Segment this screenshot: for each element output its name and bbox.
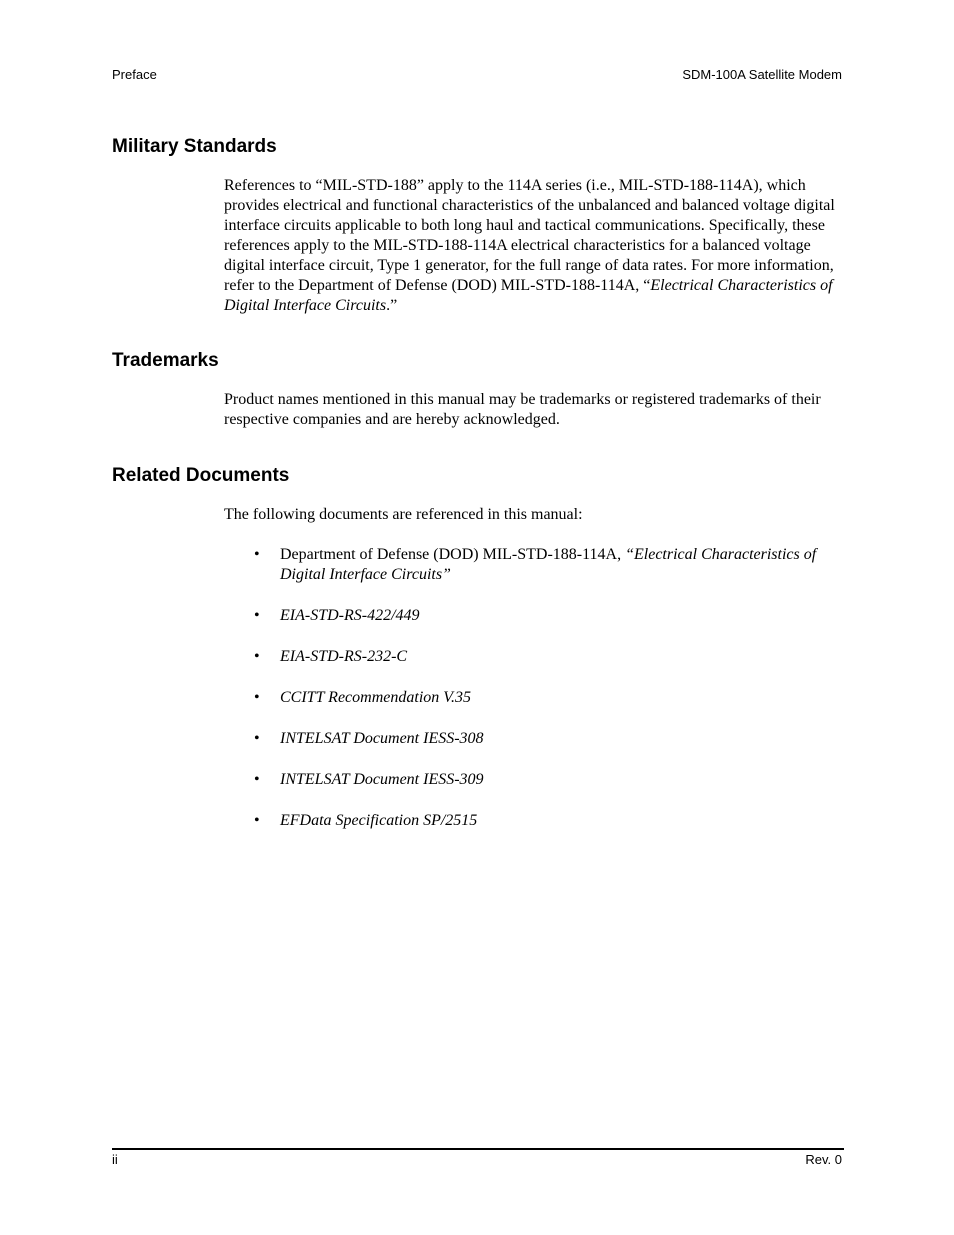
footer-revision: Rev. 0 — [805, 1152, 842, 1167]
military-standards-text: References to “MIL-STD-188” apply to the 114A series (i.e., MIL-STD-188-114A), which provides electrical and functional characteristics of the unbalanced and balanced voltage digital interface circuits applicable to both long haul and tactical communications. Specifically, these references apply to the MIL-STD-188-114A electrical characteristics for a balanced voltage digital interface circuit, Type 1 generator, for the full range of data rates. For more information, refer to the Department of Defense (DOD) MIL-STD-188-114A, “ — [224, 177, 835, 294]
document-title: EFData Specification SP/2515 — [280, 812, 478, 829]
bullet-icon: • — [254, 771, 260, 788]
document-title: INTELSAT Document IESS-308 — [280, 730, 484, 747]
military-standards-paragraph — [224, 176, 844, 316]
document-title: INTELSAT Document IESS-309 — [280, 771, 484, 788]
bullet-icon: • — [254, 812, 260, 829]
related-documents-list — [224, 545, 844, 852]
document-title: CCITT Recommendation V.35 — [280, 689, 471, 706]
list-item — [224, 688, 844, 708]
related-documents-heading: Related Documents — [112, 465, 290, 486]
list-item — [224, 647, 844, 667]
military-standards-heading: Military Standards — [112, 136, 277, 157]
header-product-title: SDM-100A Satellite Modem — [682, 67, 842, 82]
footer-divider — [112, 1148, 844, 1150]
list-item — [224, 729, 844, 749]
document-issuer: Department of Defense (DOD) MIL-STD-188-114A, — [280, 546, 626, 563]
document-title: “Electrical Characteristics of Digital Interface Circuits” — [280, 546, 817, 583]
bullet-icon: • — [254, 730, 260, 747]
trademarks-heading: Trademarks — [112, 350, 219, 371]
header-section-label: Preface — [112, 67, 157, 82]
document-title: EIA-STD-RS-422/449 — [280, 607, 420, 624]
document-title: EIA-STD-RS-232-C — [280, 648, 408, 665]
footer-page-number: ii — [112, 1152, 118, 1167]
trademarks-paragraph: Product names mentioned in this manual may be trademarks or registered trademarks of their respective companies and are hereby acknowledged. — [224, 391, 821, 428]
list-item — [224, 606, 844, 626]
military-standards-document-title: Electrical Characteristics of Digital Interface Circuits — [224, 277, 833, 314]
bullet-icon: • — [254, 546, 260, 563]
bullet-icon: • — [254, 607, 260, 624]
list-item — [224, 545, 844, 585]
list-item — [224, 770, 844, 790]
bullet-icon: • — [254, 648, 260, 665]
bullet-icon: • — [254, 689, 260, 706]
related-documents-intro: The following documents are referenced in this manual: — [224, 506, 583, 523]
military-standards-text-end: .” — [386, 297, 398, 314]
list-item — [224, 811, 844, 831]
